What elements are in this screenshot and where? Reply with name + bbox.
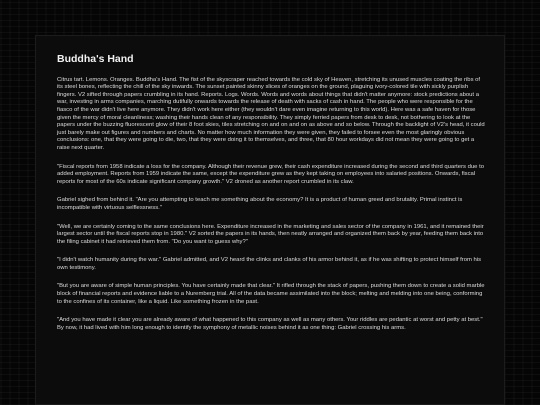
story-title: Buddha's Hand <box>57 53 134 65</box>
story-paragraph: Citrus tart. Lemons. Oranges. Buddha's Hand. The fist of the skyscraper reached towards the cold sky of Heaven, stretching its unused muscles coating the ribs of its steel bones, reflecting the chill of the sky inwards. The sunset painted skinny slices of oranges on the ground, plaguing ivory-colored tile with sickly purplish fingers. V2 sifted through papers crumbling in its hand. Reports. Logs. Words. Words and words about things that didn't matter anymore: stock predictions about a war, investing in arms companies, marching dutifully onwards towards the release of death with sacks of cash in hand. The people who were responsible for the fiasco of the war didn't live here anymore. They didn't work here either (they wouldn't dare even imagine returning to this world). Here was a safe haven for those given the mercy of moral cleanliness; washing their hands clean of any responsibility. They simply ferried papers from desk to desk, not bothering to look at the papers under the buzzing fluorescent glow of their 8 foot skies, tiles stretching on and on and on as above and so below. Through the backlight of V2's head, it could just barely make out figures and numbers and charts. No matter how much information they were given, they failed to forsee even the most glaringly obvious conclusions: one, that they were going to die, two, that they were doing it to themselves, and three, that 80 hour workdays did not mean they were going to get a raise next quarter. <box>57 76 485 151</box>
story-paragraph: "Fiscal reports from 1958 indicate a loss for the company. Although their revenue grew, their cash expenditure increased during the second and third quarters due to added employment. Reports from 1959 indicate the same, except the expenditure grew as they kept taking on employees into salaried positions. Onwards, fiscal reports for most of the 60s indicate significant company growth." V2 droned as another report crumbled in its claw. <box>57 163 485 185</box>
story-paragraph: "Well, we are certainly coming to the same conclusions here. Expenditure increased in the marketing and sales sector of the company in 1961, and it remained their largest sector until the fiscal reports stop in 1980." V2 sorted the papers in its hands, then neatly arranged and organized them back by year, feeding them back into the filing cabinet it had retrieved them from. "Do you want to guess why?" <box>57 223 484 245</box>
story-paragraph: "But you are aware of simple human principles. You have certainly made that clear." It rifled through the stack of papers, pushing them down to create a solid marble block of financial reports and evidence liable to a Nuremberg trial. All of the data became assimilated into the block; melting and melding into one being, conforming to the confines of its container, like a liquid. Like something frozen in the past. <box>57 283 485 305</box>
story-paragraph: "I didn't watch humanity during the war." Gabriel admitted, and V2 heard the clinks and clanks of his armor behind it, as if he was shifting to protect himself from his own testimony. <box>57 257 482 271</box>
story-paragraph: Gabriel sighed from behind it. "Are you attempting to teach me something about the economy? It is a product of human greed and brutality. Primal instinct is incompatible with virtuous selflessness." <box>57 197 463 211</box>
story-panel <box>35 35 505 405</box>
story-paragraph: "And you have made it clear you are already aware of what happened to this company as well as many others. Your riddles are pedantic at worst and petty at best." By now, it had lived with him long enough to identify the symphony of metallic noises behind it as one thing: Gabriel crossing his arms. <box>57 317 483 331</box>
